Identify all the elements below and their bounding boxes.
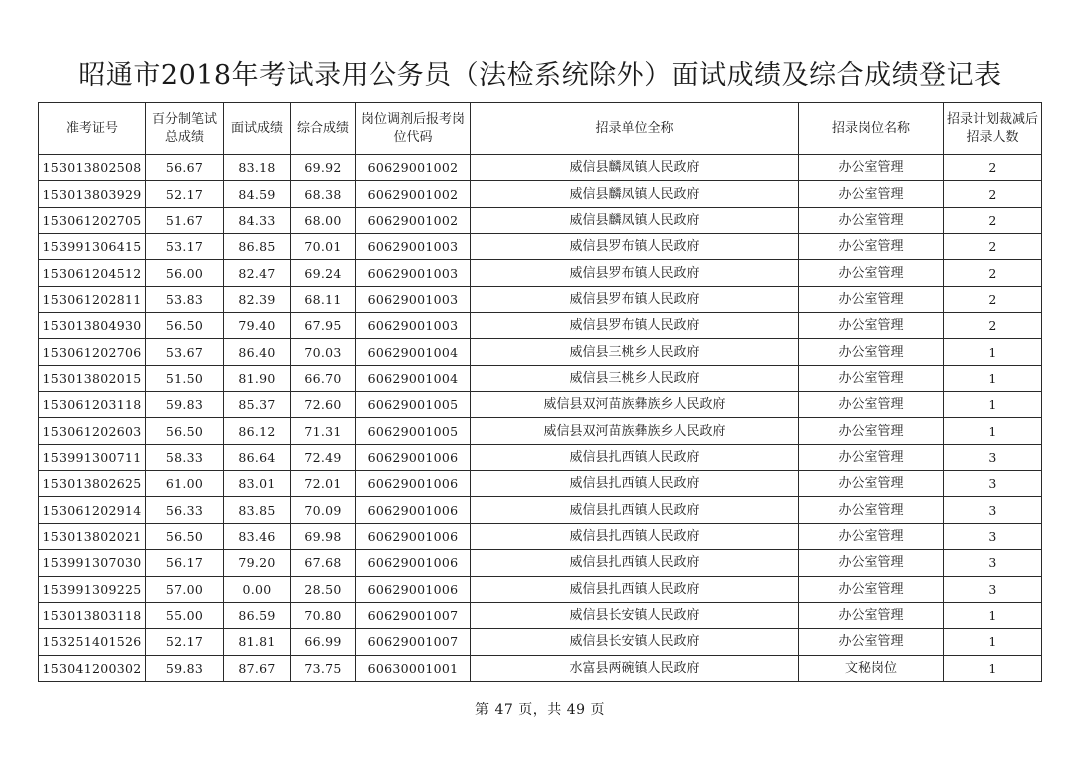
total-score-cell: 66.99: [291, 629, 356, 655]
total-score-cell: 71.31: [291, 418, 356, 444]
header-interview-score: 面试成绩: [224, 103, 291, 155]
position-name-cell: 办公室管理: [799, 497, 944, 523]
written-score-cell: 61.00: [146, 471, 224, 497]
employer-cell: 威信县麟凤镇人民政府: [471, 181, 799, 207]
employer-cell: 威信县罗布镇人民政府: [471, 260, 799, 286]
position-code-cell: 60629001003: [356, 260, 471, 286]
interview-score-cell: 79.40: [224, 313, 291, 339]
written-score-cell: 56.67: [146, 155, 224, 181]
interview-score-cell: 82.47: [224, 260, 291, 286]
total-score-cell: 28.50: [291, 576, 356, 602]
position-code-cell: 60629001003: [356, 313, 471, 339]
table-row: [39, 313, 1042, 339]
interview-score-cell: 82.39: [224, 286, 291, 312]
admission-number-cell: 153061202811: [39, 286, 146, 312]
employer-cell: 威信县长安镇人民政府: [471, 602, 799, 628]
total-score-cell: 69.98: [291, 523, 356, 549]
table-row: [39, 207, 1042, 233]
position-name-cell: 办公室管理: [799, 155, 944, 181]
employer-cell: 威信县双河苗族彝族乡人民政府: [471, 392, 799, 418]
interview-score-cell: 81.90: [224, 365, 291, 391]
hire-count-cell: 2: [944, 234, 1042, 260]
total-score-cell: 70.03: [291, 339, 356, 365]
hire-count-cell: 1: [944, 629, 1042, 655]
hire-count-cell: 3: [944, 497, 1042, 523]
hire-count-cell: 3: [944, 444, 1042, 470]
employer-cell: 威信县罗布镇人民政府: [471, 313, 799, 339]
position-name-cell: 办公室管理: [799, 418, 944, 444]
total-score-cell: 67.95: [291, 313, 356, 339]
written-score-cell: 53.67: [146, 339, 224, 365]
table-row: [39, 444, 1042, 470]
written-score-cell: 56.50: [146, 418, 224, 444]
position-name-cell: 办公室管理: [799, 181, 944, 207]
employer-cell: 威信县扎西镇人民政府: [471, 550, 799, 576]
position-name-cell: 办公室管理: [799, 260, 944, 286]
interview-score-cell: 0.00: [224, 576, 291, 602]
admission-number-cell: 153013802021: [39, 523, 146, 549]
table-body: [39, 155, 1042, 682]
admission-number-cell: 153991300711: [39, 444, 146, 470]
table-row: [39, 260, 1042, 286]
interview-score-cell: 86.64: [224, 444, 291, 470]
position-name-cell: 办公室管理: [799, 629, 944, 655]
written-score-cell: 56.17: [146, 550, 224, 576]
admission-number-cell: 153013803929: [39, 181, 146, 207]
total-score-cell: 72.49: [291, 444, 356, 470]
employer-cell: 威信县双河苗族彝族乡人民政府: [471, 418, 799, 444]
admission-number-cell: 153991307030: [39, 550, 146, 576]
position-name-cell: 文秘岗位: [799, 655, 944, 681]
position-name-cell: 办公室管理: [799, 471, 944, 497]
total-score-cell: 67.68: [291, 550, 356, 576]
employer-cell: 威信县罗布镇人民政府: [471, 286, 799, 312]
interview-score-cell: 86.12: [224, 418, 291, 444]
employer-cell: 威信县麟凤镇人民政府: [471, 207, 799, 233]
written-score-cell: 56.00: [146, 260, 224, 286]
position-code-cell: 60629001002: [356, 181, 471, 207]
header-position-name: 招录岗位名称: [799, 103, 944, 155]
header-position-code: 岗位调剂后报考岗位代码: [356, 103, 471, 155]
interview-score-cell: 85.37: [224, 392, 291, 418]
total-score-cell: 68.00: [291, 207, 356, 233]
total-score-cell: 73.75: [291, 655, 356, 681]
hire-count-cell: 3: [944, 523, 1042, 549]
hire-count-cell: 1: [944, 602, 1042, 628]
interview-score-cell: 87.67: [224, 655, 291, 681]
employer-cell: 威信县长安镇人民政府: [471, 629, 799, 655]
position-code-cell: 60629001007: [356, 629, 471, 655]
total-score-cell: 70.01: [291, 234, 356, 260]
position-code-cell: 60629001006: [356, 523, 471, 549]
interview-score-cell: 81.81: [224, 629, 291, 655]
hire-count-cell: 3: [944, 576, 1042, 602]
admission-number-cell: 153251401526: [39, 629, 146, 655]
admission-number-cell: 153991306415: [39, 234, 146, 260]
position-code-cell: 60629001003: [356, 234, 471, 260]
admission-number-cell: 153061202603: [39, 418, 146, 444]
table-row: [39, 655, 1042, 681]
table-row: [39, 576, 1042, 602]
hire-count-cell: 2: [944, 181, 1042, 207]
page-number: 第 47 页，共 49 页: [475, 702, 605, 718]
total-score-cell: 69.92: [291, 155, 356, 181]
employer-cell: 威信县扎西镇人民政府: [471, 471, 799, 497]
header-admission-number: 准考证号: [39, 103, 146, 155]
table-row: [39, 286, 1042, 312]
table-header-row: [39, 103, 1042, 155]
position-name-cell: 办公室管理: [799, 234, 944, 260]
interview-score-cell: 86.40: [224, 339, 291, 365]
employer-cell: 威信县扎西镇人民政府: [471, 444, 799, 470]
hire-count-cell: 3: [944, 471, 1042, 497]
total-score-cell: 72.01: [291, 471, 356, 497]
interview-score-cell: 86.85: [224, 234, 291, 260]
interview-score-cell: 83.85: [224, 497, 291, 523]
header-total-score: 综合成绩: [291, 103, 356, 155]
written-score-cell: 57.00: [146, 576, 224, 602]
position-code-cell: 60629001006: [356, 444, 471, 470]
hire-count-cell: 3: [944, 550, 1042, 576]
table-row: [39, 497, 1042, 523]
admission-number-cell: 153013802508: [39, 155, 146, 181]
total-score-cell: 70.80: [291, 602, 356, 628]
total-score-cell: 66.70: [291, 365, 356, 391]
position-code-cell: 60629001006: [356, 497, 471, 523]
total-score-cell: 72.60: [291, 392, 356, 418]
position-code-cell: 60629001002: [356, 155, 471, 181]
admission-number-cell: 153013803118: [39, 602, 146, 628]
total-score-cell: 68.11: [291, 286, 356, 312]
table-row: [39, 550, 1042, 576]
page-title: 昭通市2018年考试录用公务员（法检系统除外）面试成绩及综合成绩登记表: [78, 60, 1002, 91]
position-name-cell: 办公室管理: [799, 602, 944, 628]
interview-score-cell: 83.18: [224, 155, 291, 181]
position-name-cell: 办公室管理: [799, 392, 944, 418]
written-score-cell: 59.83: [146, 655, 224, 681]
position-code-cell: 60629001006: [356, 550, 471, 576]
written-score-cell: 58.33: [146, 444, 224, 470]
table-row: [39, 155, 1042, 181]
admission-number-cell: 153061203118: [39, 392, 146, 418]
position-name-cell: 办公室管理: [799, 550, 944, 576]
hire-count-cell: 1: [944, 365, 1042, 391]
position-name-cell: 办公室管理: [799, 339, 944, 365]
header-written-score: 百分制笔试总成绩: [146, 103, 224, 155]
written-score-cell: 59.83: [146, 392, 224, 418]
position-code-cell: 60630001001: [356, 655, 471, 681]
position-name-cell: 办公室管理: [799, 523, 944, 549]
table-row: [39, 471, 1042, 497]
header-employer: 招录单位全称: [471, 103, 799, 155]
admission-number-cell: 153991309225: [39, 576, 146, 602]
table-row: [39, 392, 1042, 418]
table-row: [39, 418, 1042, 444]
hire-count-cell: 2: [944, 155, 1042, 181]
employer-cell: 水富县两碗镇人民政府: [471, 655, 799, 681]
hire-count-cell: 1: [944, 392, 1042, 418]
admission-number-cell: 153041200302: [39, 655, 146, 681]
table-row: [39, 339, 1042, 365]
position-code-cell: 60629001006: [356, 471, 471, 497]
position-code-cell: 60629001007: [356, 602, 471, 628]
table-row: [39, 234, 1042, 260]
written-score-cell: 53.17: [146, 234, 224, 260]
hire-count-cell: 2: [944, 286, 1042, 312]
table-row: [39, 629, 1042, 655]
table-row: [39, 602, 1042, 628]
hire-count-cell: 1: [944, 339, 1042, 365]
position-code-cell: 60629001002: [356, 207, 471, 233]
admission-number-cell: 153013802015: [39, 365, 146, 391]
admission-number-cell: 153013802625: [39, 471, 146, 497]
table-row: [39, 181, 1042, 207]
employer-cell: 威信县罗布镇人民政府: [471, 234, 799, 260]
hire-count-cell: 1: [944, 655, 1042, 681]
written-score-cell: 51.50: [146, 365, 224, 391]
employer-cell: 威信县三桃乡人民政府: [471, 339, 799, 365]
position-code-cell: 60629001004: [356, 365, 471, 391]
position-name-cell: 办公室管理: [799, 207, 944, 233]
interview-score-cell: 86.59: [224, 602, 291, 628]
employer-cell: 威信县三桃乡人民政府: [471, 365, 799, 391]
score-table: [38, 102, 1042, 682]
employer-cell: 威信县扎西镇人民政府: [471, 497, 799, 523]
position-name-cell: 办公室管理: [799, 286, 944, 312]
admission-number-cell: 153061204512: [39, 260, 146, 286]
written-score-cell: 51.67: [146, 207, 224, 233]
position-code-cell: 60629001006: [356, 576, 471, 602]
position-name-cell: 办公室管理: [799, 576, 944, 602]
interview-score-cell: 79.20: [224, 550, 291, 576]
interview-score-cell: 84.33: [224, 207, 291, 233]
written-score-cell: 52.17: [146, 629, 224, 655]
position-name-cell: 办公室管理: [799, 365, 944, 391]
position-name-cell: 办公室管理: [799, 444, 944, 470]
admission-number-cell: 153013804930: [39, 313, 146, 339]
total-score-cell: 70.09: [291, 497, 356, 523]
position-code-cell: 60629001005: [356, 392, 471, 418]
employer-cell: 威信县扎西镇人民政府: [471, 523, 799, 549]
header-hire-count: 招录计划裁减后招录人数: [944, 103, 1042, 155]
written-score-cell: 53.83: [146, 286, 224, 312]
written-score-cell: 56.33: [146, 497, 224, 523]
employer-cell: 威信县扎西镇人民政府: [471, 576, 799, 602]
written-score-cell: 56.50: [146, 313, 224, 339]
interview-score-cell: 84.59: [224, 181, 291, 207]
written-score-cell: 52.17: [146, 181, 224, 207]
employer-cell: 威信县麟凤镇人民政府: [471, 155, 799, 181]
position-name-cell: 办公室管理: [799, 313, 944, 339]
table-row: [39, 523, 1042, 549]
interview-score-cell: 83.46: [224, 523, 291, 549]
interview-score-cell: 83.01: [224, 471, 291, 497]
position-code-cell: 60629001004: [356, 339, 471, 365]
admission-number-cell: 153061202706: [39, 339, 146, 365]
position-code-cell: 60629001003: [356, 286, 471, 312]
total-score-cell: 68.38: [291, 181, 356, 207]
table-row: [39, 365, 1042, 391]
written-score-cell: 56.50: [146, 523, 224, 549]
hire-count-cell: 1: [944, 418, 1042, 444]
admission-number-cell: 153061202705: [39, 207, 146, 233]
total-score-cell: 69.24: [291, 260, 356, 286]
position-code-cell: 60629001005: [356, 418, 471, 444]
admission-number-cell: 153061202914: [39, 497, 146, 523]
hire-count-cell: 2: [944, 260, 1042, 286]
hire-count-cell: 2: [944, 207, 1042, 233]
written-score-cell: 55.00: [146, 602, 224, 628]
hire-count-cell: 2: [944, 313, 1042, 339]
